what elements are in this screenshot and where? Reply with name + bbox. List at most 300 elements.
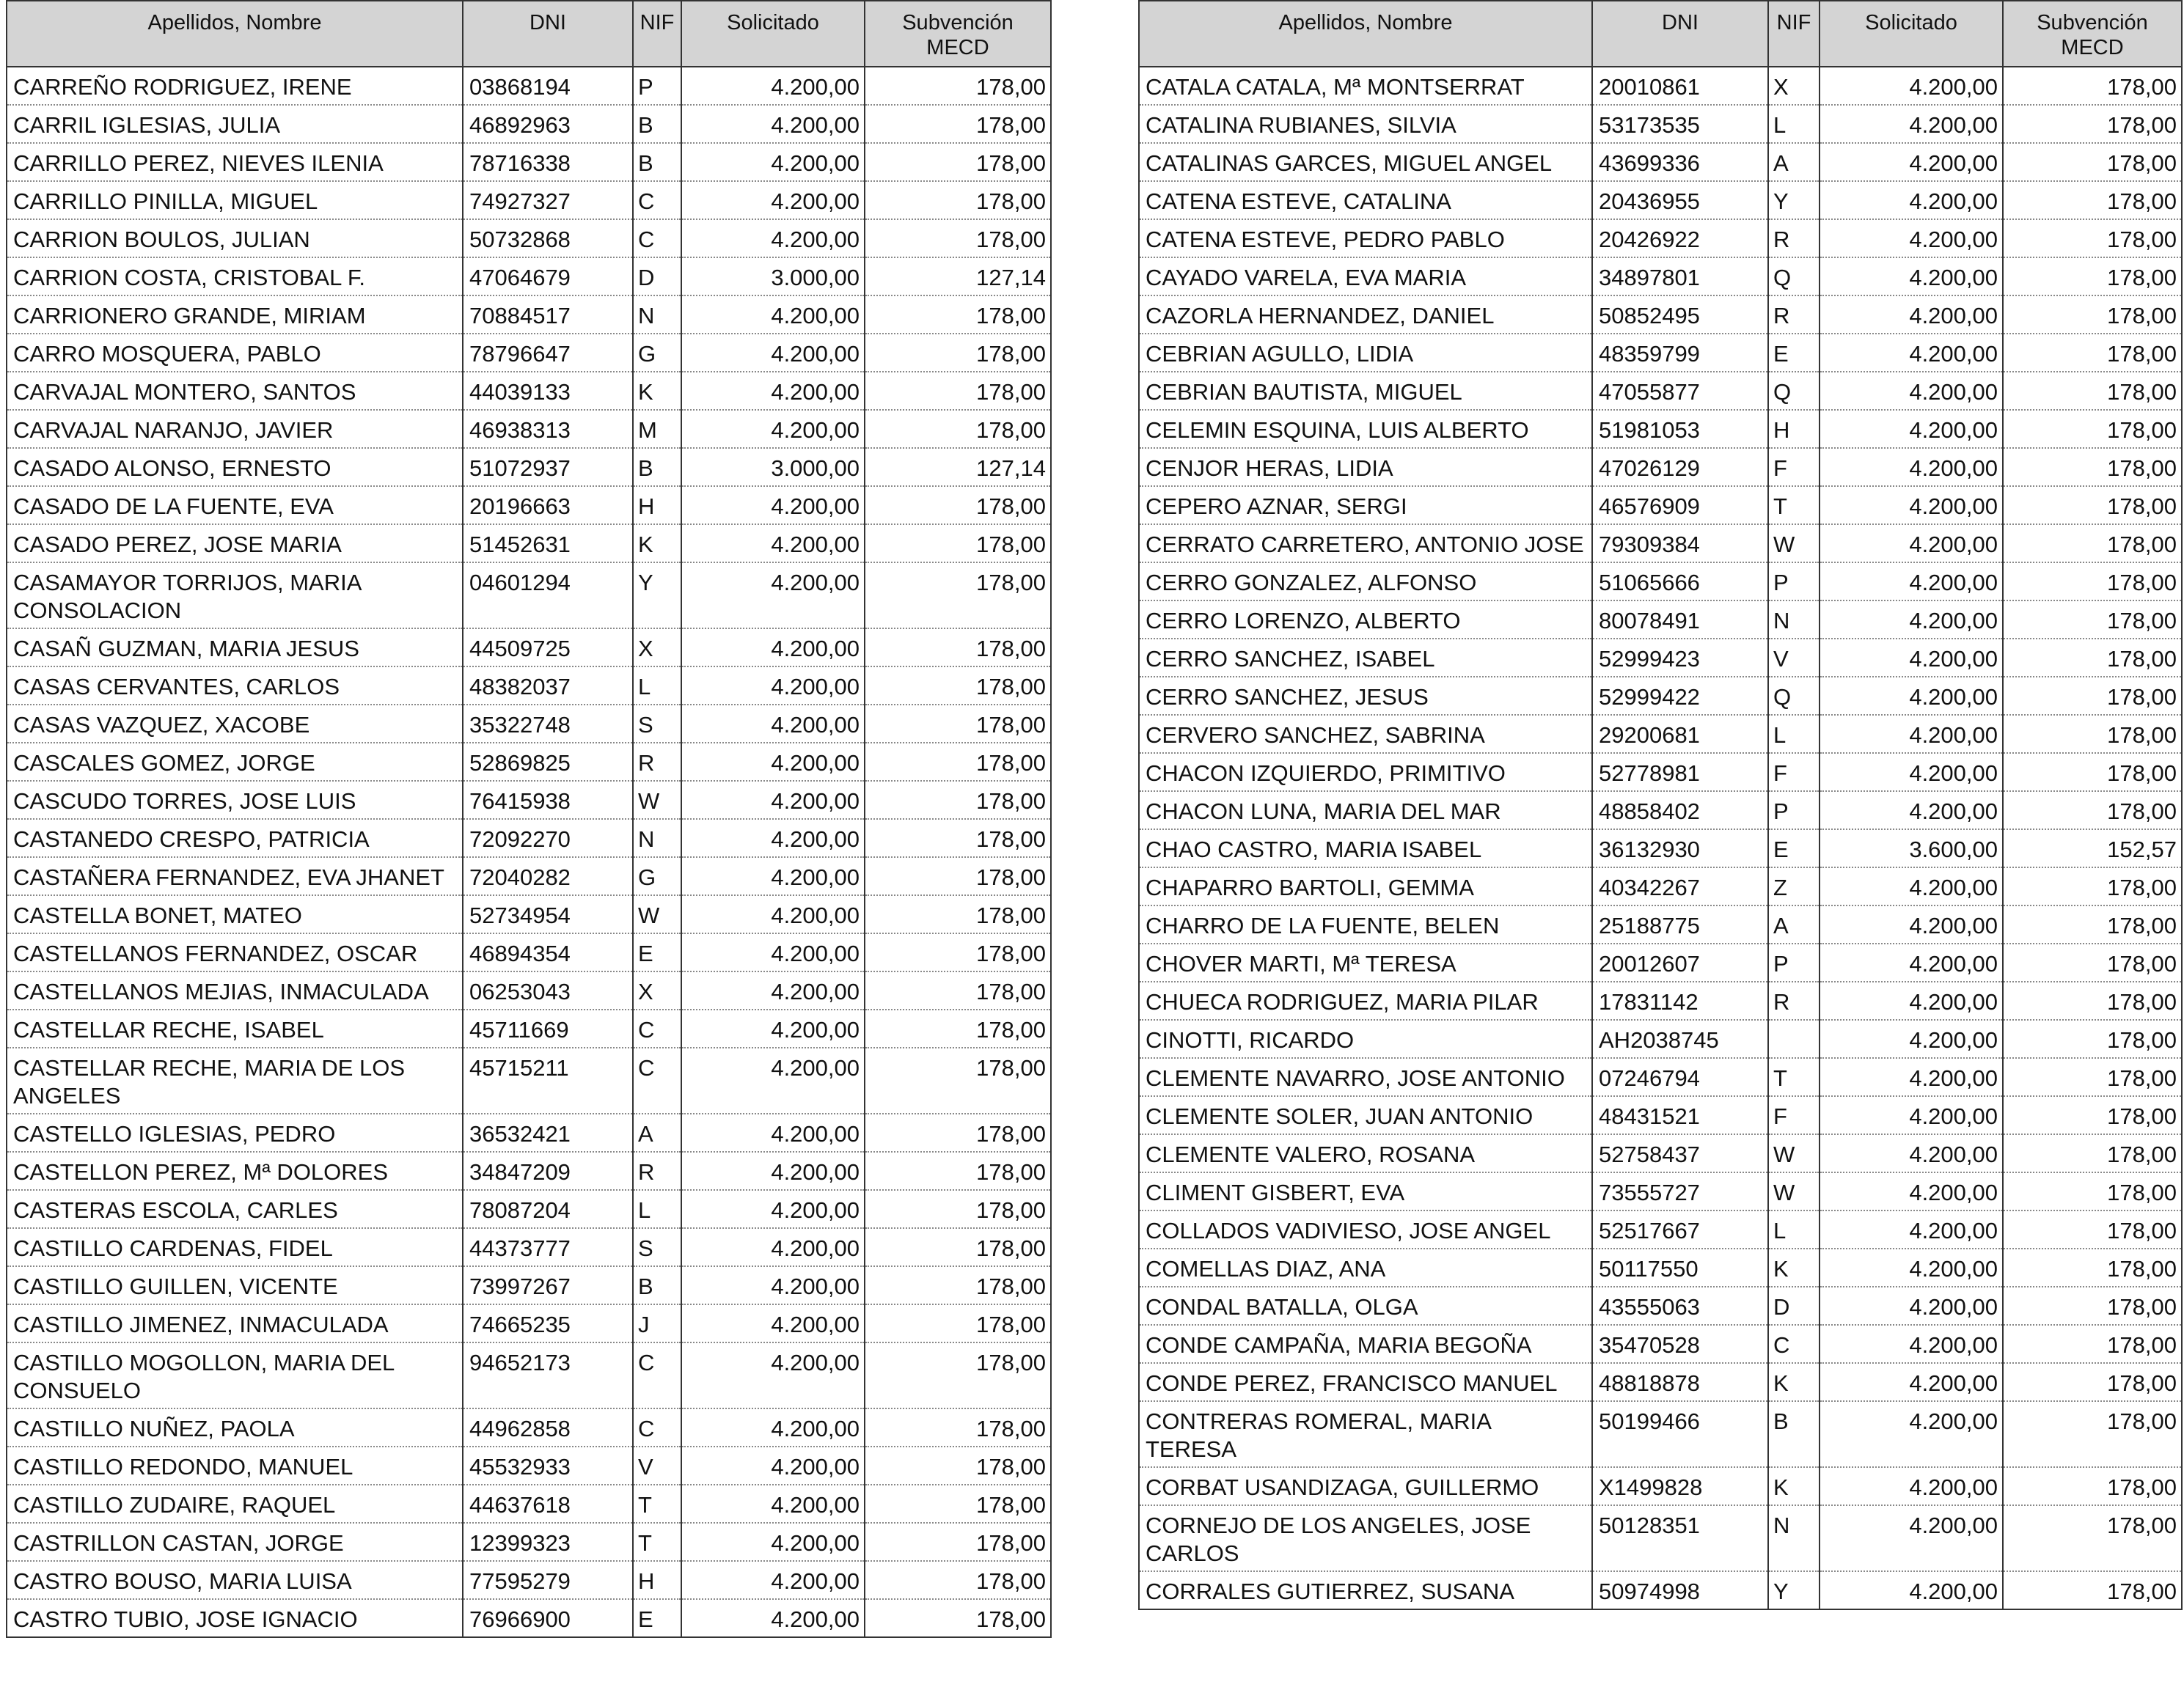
cell-dni: 50852495 — [1592, 295, 1768, 334]
cell-name: CARRO MOSQUERA, PABLO — [7, 334, 463, 372]
cell-dni: 52869825 — [463, 743, 633, 781]
cell-name: CHACON IZQUIERDO, PRIMITIVO — [1139, 753, 1592, 791]
cell-subvencion: 178,00 — [865, 857, 1051, 895]
table-row — [1139, 1210, 2182, 1249]
cell-dni: 44039133 — [463, 372, 633, 410]
cell-name: CERRO SANCHEZ, JESUS — [1139, 677, 1592, 715]
cell-solicitado: 4.200,00 — [681, 1190, 865, 1228]
cell-nif: S — [633, 705, 681, 743]
cell-solicitado: 4.200,00 — [681, 705, 865, 743]
cell-nif: L — [1768, 715, 1820, 753]
cell-subvencion: 178,00 — [865, 743, 1051, 781]
cell-name: CLEMENTE NAVARRO, JOSE ANTONIO — [1139, 1058, 1592, 1096]
cell-name: CARVAJAL NARANJO, JAVIER — [7, 410, 463, 448]
cell-subvencion: 178,00 — [2003, 1096, 2182, 1134]
cell-subvencion: 178,00 — [2003, 448, 2182, 486]
table-row — [1139, 1287, 2182, 1325]
cell-dni: 48818878 — [1592, 1363, 1768, 1401]
cell-solicitado: 3.600,00 — [1820, 829, 2003, 867]
cell-dni: 48382037 — [463, 666, 633, 705]
cell-solicitado: 4.200,00 — [681, 562, 865, 628]
cell-solicitado: 4.200,00 — [681, 1114, 865, 1152]
cell-subvencion: 178,00 — [865, 67, 1051, 105]
cell-nif: C — [633, 181, 681, 219]
cell-dni: 78796647 — [463, 334, 633, 372]
cell-name: CASADO PEREZ, JOSE MARIA — [7, 524, 463, 562]
cell-solicitado: 4.200,00 — [681, 1408, 865, 1447]
cell-dni: 34847209 — [463, 1152, 633, 1190]
cell-subvencion: 178,00 — [2003, 67, 2182, 105]
table-row — [7, 1408, 1051, 1447]
cell-dni: 20426922 — [1592, 219, 1768, 257]
cell-nif: J — [633, 1304, 681, 1342]
cell-dni: 47055877 — [1592, 372, 1768, 410]
cell-solicitado: 4.200,00 — [1820, 1096, 2003, 1134]
cell-dni: 20436955 — [1592, 181, 1768, 219]
cell-solicitado: 4.200,00 — [1820, 791, 2003, 829]
cell-subvencion: 178,00 — [865, 781, 1051, 819]
cell-dni: 76966900 — [463, 1599, 633, 1637]
table-row — [7, 1266, 1051, 1304]
cell-subvencion: 178,00 — [2003, 1210, 2182, 1249]
cell-dni: 46892963 — [463, 105, 633, 143]
cell-solicitado: 4.200,00 — [681, 628, 865, 666]
cell-subvencion: 127,14 — [865, 257, 1051, 295]
cell-dni: 44509725 — [463, 628, 633, 666]
cell-nif: D — [633, 257, 681, 295]
cell-subvencion: 178,00 — [865, 524, 1051, 562]
cell-dni: 04601294 — [463, 562, 633, 628]
table-row — [1139, 982, 2182, 1020]
cell-solicitado: 4.200,00 — [1820, 105, 2003, 143]
cell-dni: 48359799 — [1592, 334, 1768, 372]
cell-dni: 78716338 — [463, 143, 633, 181]
cell-name: CASTILLO MOGOLLON, MARIA DEL CONSUELO — [7, 1342, 463, 1408]
cell-solicitado: 4.200,00 — [1820, 944, 2003, 982]
cell-dni: 06253043 — [463, 971, 633, 1010]
cell-dni: 45715211 — [463, 1048, 633, 1114]
cell-name: CARRILLO PEREZ, NIEVES ILENIA — [7, 143, 463, 181]
cell-dni: 44373777 — [463, 1228, 633, 1266]
table-row — [1139, 410, 2182, 448]
cell-name: CATENA ESTEVE, PEDRO PABLO — [1139, 219, 1592, 257]
table-row — [1139, 1571, 2182, 1609]
cell-subvencion: 178,00 — [2003, 600, 2182, 639]
cell-nif: Z — [1768, 867, 1820, 905]
cell-nif: Q — [1768, 677, 1820, 715]
table-row — [1139, 486, 2182, 524]
cell-name: CASTELLAR RECHE, MARIA DE LOS ANGELES — [7, 1048, 463, 1114]
cell-nif: K — [633, 372, 681, 410]
cell-name: CASTILLO REDONDO, MANUEL — [7, 1447, 463, 1485]
cell-name: CASTRO BOUSO, MARIA LUISA — [7, 1561, 463, 1599]
table-row — [7, 1114, 1051, 1152]
cell-subvencion: 178,00 — [2003, 219, 2182, 257]
cell-solicitado: 4.200,00 — [681, 1152, 865, 1190]
cell-name: CINOTTI, RICARDO — [1139, 1020, 1592, 1058]
cell-subvencion: 178,00 — [2003, 677, 2182, 715]
cell-subvencion: 178,00 — [865, 486, 1051, 524]
cell-name: CASADO DE LA FUENTE, EVA — [7, 486, 463, 524]
cell-nif: R — [633, 1152, 681, 1190]
cell-subvencion: 178,00 — [2003, 1505, 2182, 1571]
cell-nif: R — [1768, 219, 1820, 257]
table-row — [7, 1152, 1051, 1190]
cell-name: CARREÑO RODRIGUEZ, IRENE — [7, 67, 463, 105]
cell-dni: 50974998 — [1592, 1571, 1768, 1609]
cell-name: CARVAJAL MONTERO, SANTOS — [7, 372, 463, 410]
cell-dni: 47026129 — [1592, 448, 1768, 486]
cell-name: CARRION COSTA, CRISTOBAL F. — [7, 257, 463, 295]
cell-solicitado: 4.200,00 — [1820, 1249, 2003, 1287]
cell-dni: 35322748 — [463, 705, 633, 743]
cell-name: CASAÑ GUZMAN, MARIA JESUS — [7, 628, 463, 666]
cell-nif: R — [1768, 982, 1820, 1020]
cell-dni: 45532933 — [463, 1447, 633, 1485]
table-row — [1139, 791, 2182, 829]
table-row — [7, 1561, 1051, 1599]
cell-name: CASTELLAR RECHE, ISABEL — [7, 1010, 463, 1048]
cell-solicitado: 4.200,00 — [681, 1228, 865, 1266]
cell-name: CATALINAS GARCES, MIGUEL ANGEL — [1139, 143, 1592, 181]
cell-subvencion: 178,00 — [865, 1304, 1051, 1342]
table-row — [7, 666, 1051, 705]
cell-solicitado: 4.200,00 — [1820, 67, 2003, 105]
cell-solicitado: 4.200,00 — [1820, 219, 2003, 257]
cell-name: CASTELLO IGLESIAS, PEDRO — [7, 1114, 463, 1152]
cell-name: CEBRIAN BAUTISTA, MIGUEL — [1139, 372, 1592, 410]
right-column — [1138, 0, 2181, 1610]
cell-nif: X — [1768, 67, 1820, 105]
table-row — [7, 334, 1051, 372]
cell-subvencion: 178,00 — [865, 334, 1051, 372]
cell-solicitado: 4.200,00 — [1820, 1325, 2003, 1363]
cell-nif: X — [633, 628, 681, 666]
cell-dni: 50117550 — [1592, 1249, 1768, 1287]
header-name: Apellidos, Nombre — [7, 1, 463, 67]
cell-solicitado: 4.200,00 — [1820, 410, 2003, 448]
cell-name: COLLADOS VADIVIESO, JOSE ANGEL — [1139, 1210, 1592, 1249]
table-row — [7, 971, 1051, 1010]
cell-nif: A — [633, 1114, 681, 1152]
table-row — [1139, 524, 2182, 562]
cell-nif: R — [633, 743, 681, 781]
cell-subvencion: 178,00 — [865, 895, 1051, 933]
cell-solicitado: 4.200,00 — [1820, 1058, 2003, 1096]
cell-dni: 72040282 — [463, 857, 633, 895]
cell-name: CHARRO DE LA FUENTE, BELEN — [1139, 905, 1592, 944]
cell-name: CASTILLO GUILLEN, VICENTE — [7, 1266, 463, 1304]
cell-nif: W — [1768, 1172, 1820, 1210]
cell-dni: 20196663 — [463, 486, 633, 524]
table-row — [1139, 562, 2182, 600]
cell-subvencion: 178,00 — [2003, 715, 2182, 753]
cell-nif: G — [633, 334, 681, 372]
cell-name: CASAMAYOR TORRIJOS, MARIA CONSOLACION — [7, 562, 463, 628]
table-row — [1139, 334, 2182, 372]
cell-nif: X — [633, 971, 681, 1010]
cell-name: CATALA CATALA, Mª MONTSERRAT — [1139, 67, 1592, 105]
cell-nif: K — [1768, 1467, 1820, 1505]
header-solicitado: Solicitado — [1820, 1, 2003, 67]
cell-nif: V — [633, 1447, 681, 1485]
cell-nif: B — [633, 1266, 681, 1304]
cell-nif: F — [1768, 448, 1820, 486]
cell-nif: H — [633, 1561, 681, 1599]
cell-name: CHAPARRO BARTOLI, GEMMA — [1139, 867, 1592, 905]
header-solicitado: Solicitado — [681, 1, 865, 67]
cell-solicitado: 4.200,00 — [681, 857, 865, 895]
cell-solicitado: 4.200,00 — [1820, 524, 2003, 562]
cell-solicitado: 4.200,00 — [1820, 905, 2003, 944]
cell-nif: S — [633, 1228, 681, 1266]
cell-solicitado: 4.200,00 — [681, 1599, 865, 1637]
cell-solicitado: 4.200,00 — [1820, 448, 2003, 486]
cell-name: CASTANEDO CRESPO, PATRICIA — [7, 819, 463, 857]
cell-nif: E — [1768, 334, 1820, 372]
cell-dni: 44637618 — [463, 1485, 633, 1523]
cell-name: CASTAÑERA FERNANDEZ, EVA JHANET — [7, 857, 463, 895]
cell-subvencion: 178,00 — [865, 295, 1051, 334]
table-row — [7, 628, 1051, 666]
cell-solicitado: 4.200,00 — [681, 1342, 865, 1408]
cell-name: CENJOR HERAS, LIDIA — [1139, 448, 1592, 486]
cell-subvencion: 178,00 — [2003, 181, 2182, 219]
cell-dni: 52517667 — [1592, 1210, 1768, 1249]
cell-nif: C — [633, 1010, 681, 1048]
cell-name: CATALINA RUBIANES, SILVIA — [1139, 105, 1592, 143]
cell-name: CARRION BOULOS, JULIAN — [7, 219, 463, 257]
cell-name: CERRO GONZALEZ, ALFONSO — [1139, 562, 1592, 600]
table-row — [7, 743, 1051, 781]
cell-name: CHAO CASTRO, MARIA ISABEL — [1139, 829, 1592, 867]
cell-dni: 46938313 — [463, 410, 633, 448]
cell-subvencion: 178,00 — [2003, 867, 2182, 905]
cell-nif: Y — [633, 562, 681, 628]
cell-subvencion: 178,00 — [865, 105, 1051, 143]
cell-solicitado: 4.200,00 — [681, 143, 865, 181]
cell-solicitado: 4.200,00 — [681, 1447, 865, 1485]
cell-dni: 51065666 — [1592, 562, 1768, 600]
cell-dni: 70884517 — [463, 295, 633, 334]
cell-dni: 35470528 — [1592, 1325, 1768, 1363]
cell-dni: 51072937 — [463, 448, 633, 486]
cell-solicitado: 4.200,00 — [681, 67, 865, 105]
cell-solicitado: 4.200,00 — [1820, 1363, 2003, 1401]
cell-subvencion: 178,00 — [865, 1523, 1051, 1561]
table-row — [7, 1010, 1051, 1048]
table-row — [7, 295, 1051, 334]
table-row — [1139, 639, 2182, 677]
header-nif: NIF — [633, 1, 681, 67]
cell-subvencion: 178,00 — [2003, 486, 2182, 524]
cell-solicitado: 4.200,00 — [1820, 143, 2003, 181]
table-row — [1139, 372, 2182, 410]
table-row — [7, 67, 1051, 105]
cell-nif: A — [1768, 905, 1820, 944]
table-row — [1139, 1058, 2182, 1096]
cell-subvencion: 178,00 — [865, 410, 1051, 448]
cell-name: CERVERO SANCHEZ, SABRINA — [1139, 715, 1592, 753]
cell-solicitado: 4.200,00 — [681, 295, 865, 334]
header-subvencion: Subvención MECD — [865, 1, 1051, 67]
cell-nif: M — [633, 410, 681, 448]
cell-solicitado: 4.200,00 — [681, 219, 865, 257]
cell-nif: E — [633, 933, 681, 971]
cell-name: CONDAL BATALLA, OLGA — [1139, 1287, 1592, 1325]
cell-subvencion: 178,00 — [2003, 372, 2182, 410]
cell-dni: 52734954 — [463, 895, 633, 933]
table-row — [7, 181, 1051, 219]
cell-solicitado: 3.000,00 — [681, 257, 865, 295]
cell-nif: Q — [1768, 372, 1820, 410]
cell-nif: E — [633, 1599, 681, 1637]
cell-subvencion: 178,00 — [2003, 410, 2182, 448]
beneficiaries-table-left — [6, 0, 1052, 1638]
table-row — [1139, 1096, 2182, 1134]
cell-subvencion: 178,00 — [865, 1485, 1051, 1523]
cell-solicitado: 4.200,00 — [681, 1010, 865, 1048]
cell-nif: B — [633, 105, 681, 143]
cell-name: CASTILLO ZUDAIRE, RAQUEL — [7, 1485, 463, 1523]
cell-subvencion: 178,00 — [2003, 562, 2182, 600]
cell-dni: 46894354 — [463, 933, 633, 971]
cell-dni: 77595279 — [463, 1561, 633, 1599]
cell-subvencion: 178,00 — [865, 219, 1051, 257]
cell-subvencion: 178,00 — [865, 143, 1051, 181]
table-row — [1139, 905, 2182, 944]
cell-name: CASTERAS ESCOLA, CARLES — [7, 1190, 463, 1228]
cell-dni: 53173535 — [1592, 105, 1768, 143]
cell-name: CERRO LORENZO, ALBERTO — [1139, 600, 1592, 639]
table-row — [7, 257, 1051, 295]
cell-nif: N — [633, 295, 681, 334]
table-row — [1139, 1134, 2182, 1172]
cell-dni: 78087204 — [463, 1190, 633, 1228]
table-row — [1139, 448, 2182, 486]
cell-nif: K — [1768, 1249, 1820, 1287]
cell-dni: 48431521 — [1592, 1096, 1768, 1134]
table-body-left — [7, 67, 1051, 1637]
table-row — [1139, 67, 2182, 105]
cell-subvencion: 178,00 — [865, 933, 1051, 971]
cell-name: CARRIL IGLESIAS, JULIA — [7, 105, 463, 143]
cell-dni: 73555727 — [1592, 1172, 1768, 1210]
cell-nif: P — [1768, 791, 1820, 829]
cell-name: CLEMENTE VALERO, ROSANA — [1139, 1134, 1592, 1172]
cell-nif: P — [1768, 562, 1820, 600]
cell-nif: W — [1768, 1134, 1820, 1172]
cell-name: COMELLAS DIAZ, ANA — [1139, 1249, 1592, 1287]
cell-solicitado: 3.000,00 — [681, 448, 865, 486]
cell-subvencion: 178,00 — [2003, 1020, 2182, 1058]
cell-nif: L — [633, 666, 681, 705]
cell-nif: C — [1768, 1325, 1820, 1363]
table-row — [7, 105, 1051, 143]
table-row — [7, 410, 1051, 448]
table-row — [7, 562, 1051, 628]
cell-subvencion: 178,00 — [2003, 334, 2182, 372]
cell-subvencion: 178,00 — [2003, 1134, 2182, 1172]
cell-dni: 50128351 — [1592, 1505, 1768, 1571]
table-row — [7, 524, 1051, 562]
cell-solicitado: 4.200,00 — [1820, 600, 2003, 639]
cell-subvencion: 178,00 — [865, 1266, 1051, 1304]
cell-nif: W — [1768, 524, 1820, 562]
table-row — [1139, 753, 2182, 791]
cell-subvencion: 178,00 — [865, 1447, 1051, 1485]
cell-nif: T — [1768, 486, 1820, 524]
cell-solicitado: 4.200,00 — [1820, 1505, 2003, 1571]
cell-nif: L — [633, 1190, 681, 1228]
cell-subvencion: 178,00 — [2003, 295, 2182, 334]
cell-subvencion: 178,00 — [865, 971, 1051, 1010]
cell-solicitado: 4.200,00 — [681, 781, 865, 819]
cell-solicitado: 4.200,00 — [681, 524, 865, 562]
cell-dni: 43555063 — [1592, 1287, 1768, 1325]
cell-name: CASAS VAZQUEZ, XACOBE — [7, 705, 463, 743]
header-dni: DNI — [1592, 1, 1768, 67]
table-row — [1139, 677, 2182, 715]
cell-solicitado: 4.200,00 — [1820, 486, 2003, 524]
cell-subvencion: 178,00 — [865, 1342, 1051, 1408]
cell-subvencion: 178,00 — [2003, 1325, 2182, 1363]
table-body-right — [1139, 67, 2182, 1609]
table-row — [7, 857, 1051, 895]
table-row — [1139, 867, 2182, 905]
cell-solicitado: 4.200,00 — [1820, 867, 2003, 905]
cell-dni: 25188775 — [1592, 905, 1768, 944]
header-name: Apellidos, Nombre — [1139, 1, 1592, 67]
cell-subvencion: 178,00 — [2003, 143, 2182, 181]
cell-dni: 51452631 — [463, 524, 633, 562]
cell-solicitado: 4.200,00 — [681, 486, 865, 524]
cell-nif: C — [633, 1408, 681, 1447]
cell-subvencion: 178,00 — [2003, 1172, 2182, 1210]
cell-nif: K — [633, 524, 681, 562]
cell-dni: 76415938 — [463, 781, 633, 819]
cell-name: CHOVER MARTI, Mª TERESA — [1139, 944, 1592, 982]
cell-dni: 29200681 — [1592, 715, 1768, 753]
cell-dni: 52778981 — [1592, 753, 1768, 791]
cell-name: CAYADO VARELA, EVA MARIA — [1139, 257, 1592, 295]
table-row — [1139, 1467, 2182, 1505]
cell-solicitado: 4.200,00 — [681, 933, 865, 971]
cell-subvencion: 178,00 — [865, 1561, 1051, 1599]
cell-solicitado: 4.200,00 — [681, 334, 865, 372]
cell-solicitado: 4.200,00 — [681, 1304, 865, 1342]
cell-name: CASTRO TUBIO, JOSE IGNACIO — [7, 1599, 463, 1637]
cell-dni: 20010861 — [1592, 67, 1768, 105]
cell-nif: C — [633, 219, 681, 257]
table-row — [7, 819, 1051, 857]
table-row — [7, 1228, 1051, 1266]
cell-name: CLIMENT GISBERT, EVA — [1139, 1172, 1592, 1210]
header-nif: NIF — [1768, 1, 1820, 67]
cell-subvencion: 178,00 — [2003, 639, 2182, 677]
cell-subvencion: 178,00 — [865, 666, 1051, 705]
cell-subvencion: 152,57 — [2003, 829, 2182, 867]
cell-name: CASTELLA BONET, MATEO — [7, 895, 463, 933]
table-row — [7, 1304, 1051, 1342]
cell-nif: Y — [1768, 1571, 1820, 1609]
cell-solicitado: 4.200,00 — [1820, 1210, 2003, 1249]
cell-nif: H — [633, 486, 681, 524]
cell-name: CORRALES GUTIERREZ, SUSANA — [1139, 1571, 1592, 1609]
cell-name: CARRILLO PINILLA, MIGUEL — [7, 181, 463, 219]
cell-dni: 36532421 — [463, 1114, 633, 1152]
table-row — [7, 1599, 1051, 1637]
